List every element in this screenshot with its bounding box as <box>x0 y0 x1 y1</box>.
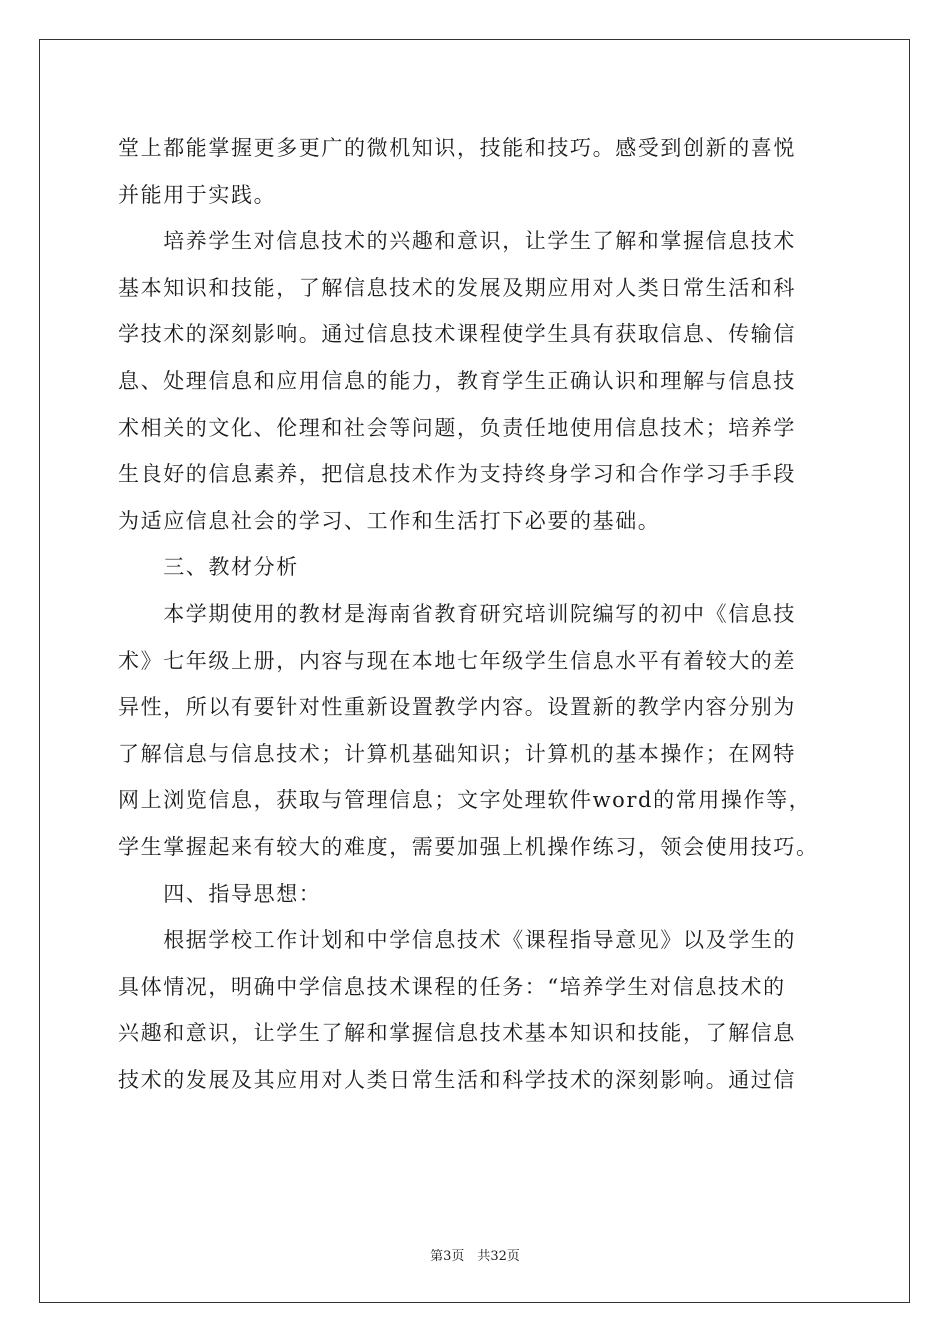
text-line: 基本知识和技能，了解信息技术的发展及期应用对人类日常生活和科 <box>118 275 796 300</box>
text-line: 息、处理信息和应用信息的能力，教育学生正确认识和理解与信息技 <box>118 368 796 393</box>
text-line: 网上浏览信息，获取与管理信息；文字处理软件word的常用操作等， <box>118 788 812 813</box>
text-line: 根据学校工作计划和中学信息技术《课程指导意见》以及学生的 <box>118 928 796 953</box>
text-line: 兴趣和意识，让学生了解和掌握信息技术基本知识和技能，了解信息 <box>118 1021 796 1046</box>
text-line: 并能用于实践。 <box>118 182 277 207</box>
document-body <box>118 125 838 1103</box>
text-line: 术》七年级上册，内容与现在本地七年级学生信息水平有着较大的差 <box>118 648 796 673</box>
section-heading: 三、教材分析 <box>118 555 299 580</box>
page-number-label: 第3页 共32页 <box>430 1249 520 1264</box>
text-line: 学技术的深刻影响。通过信息技术课程使学生具有获取信息、传输信 <box>118 322 796 347</box>
text-line: 技术的发展及其应用对人类日常生活和科学技术的深刻影响。通过信 <box>118 1067 796 1092</box>
text-line: 为适应信息社会的学习、工作和生活打下必要的基础。 <box>118 508 661 533</box>
text-line: 生良好的信息素养，把信息技术作为支持终身学习和合作学习手手段 <box>118 462 796 487</box>
text-line: 了解信息与信息技术；计算机基础知识；计算机的基本操作；在网特 <box>118 741 796 766</box>
text-line: 异性，所以有要针对性重新设置教学内容。设置新的教学内容分别为 <box>118 695 796 720</box>
text-line: 具体情况，明确中学信息技术课程的任务：“培养学生对信息技术的 <box>118 974 786 999</box>
text-line: 堂上都能掌握更多更广的微机知识，技能和技巧。感受到创新的喜悦 <box>118 136 796 160</box>
text-line: 培养学生对信息技术的兴趣和意识，让学生了解和掌握信息技术 <box>118 229 796 254</box>
text-line: 术相关的文化、伦理和社会等问题，负责任地使用信息技术；培养学 <box>118 415 796 440</box>
text-line: 学生掌握起来有较大的难度，需要加强上机操作练习，领会使用技巧。 <box>118 834 819 859</box>
section-heading: 四、指导思想： <box>118 881 322 906</box>
text-line: 本学期使用的教材是海南省教育研究培训院编写的初中《信息技 <box>118 601 796 626</box>
page-footer <box>0 1245 950 1264</box>
